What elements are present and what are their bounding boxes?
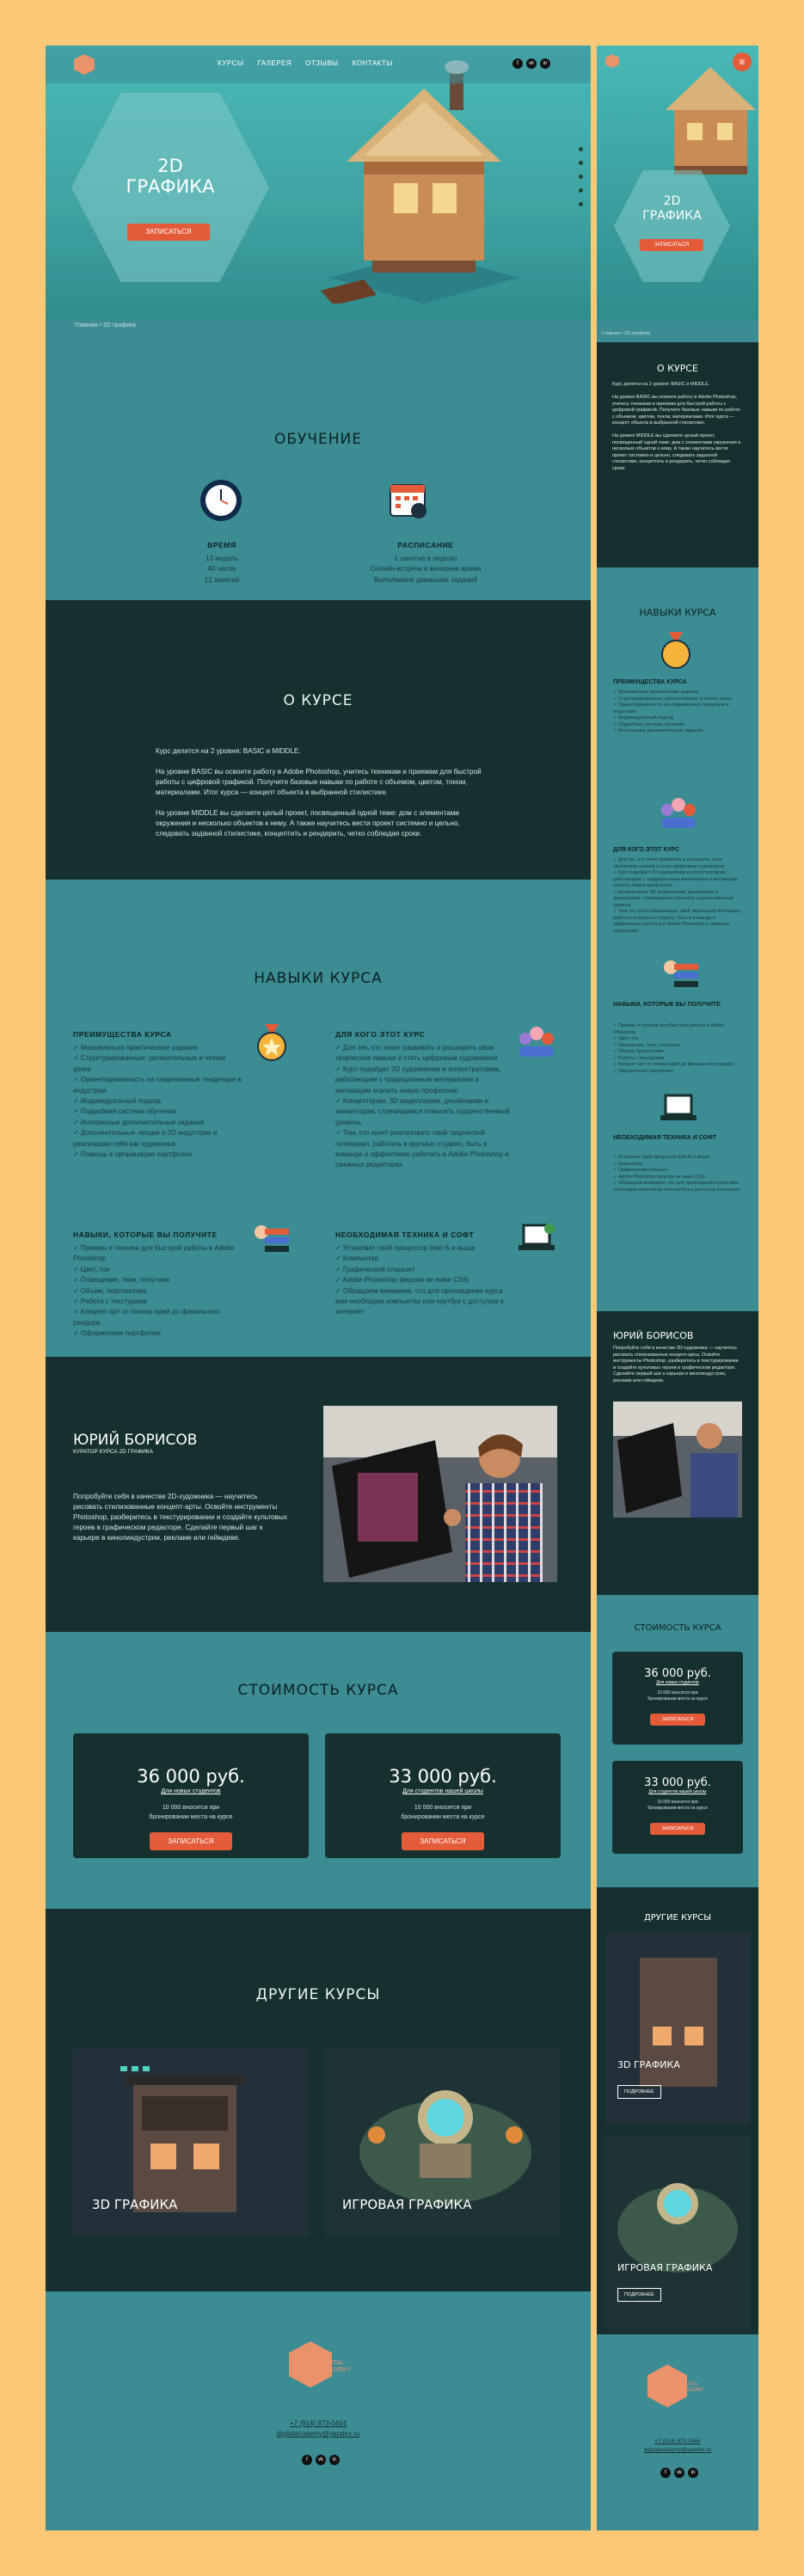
- medal-icon: [255, 1024, 289, 1062]
- gain-item: ✓ Приемы и техники для быстрой работы в Adobe Photoshop: [73, 1244, 235, 1263]
- gain-item: ✓ Объем, перспектива: [73, 1286, 147, 1295]
- crumb-current: 2D графика: [103, 322, 137, 328]
- mobile-breadcrumb: [602, 331, 650, 336]
- crumb-sep: •: [99, 322, 102, 328]
- gain-item: ✓ Концепт-арт от поиска идей до финального рендера: [73, 1308, 220, 1327]
- mobile-crumb-current: 2D графика: [623, 331, 650, 336]
- mobile-teacher-photo: [613, 1401, 742, 1518]
- laptop-icon: [517, 1222, 558, 1256]
- audience-list: [335, 1043, 516, 1171]
- mobile-pricing-section: [597, 1595, 758, 1887]
- footer-email[interactable]: digitalacademy@yandex.ru: [276, 2430, 360, 2438]
- other-title: ДРУГИЕ КУРСЫ: [255, 1986, 381, 2003]
- price-new: 36 000 руб.: [137, 1766, 245, 1787]
- price-new-signup-button[interactable]: ЗАПИСАТЬСЯ: [150, 1832, 232, 1850]
- vk-icon[interactable]: vk: [526, 58, 537, 69]
- facebook-icon[interactable]: f: [512, 58, 523, 69]
- mobile-teacher-section: [597, 1311, 758, 1595]
- adv-item: ✓ Индивидуальный подход: [73, 1097, 161, 1106]
- mobile-people-icon: [659, 795, 698, 830]
- mobile-tech-title: НЕОБХОДИМАЯ ТЕХНИКА И СОФТ: [613, 1135, 717, 1141]
- house-illustration: [312, 54, 527, 304]
- price-card-new: [73, 1733, 309, 1858]
- footer-phone[interactable]: +7 (914) 873-0464: [289, 2420, 347, 2427]
- crumb-home[interactable]: Главная: [75, 322, 98, 328]
- adv-item: ✓ Структурированные, увлекательные и четкие уроки: [73, 1054, 226, 1073]
- mobile-footer-instagram-icon[interactable]: in: [688, 2468, 698, 2478]
- mobile-laptop-icon: [659, 1092, 700, 1126]
- price-school-note2: бронировании места на курсе: [401, 1814, 485, 1820]
- tech-item: ✓ Компьютер: [335, 1254, 379, 1263]
- mobile-price-new: 36 000 руб.: [644, 1667, 711, 1680]
- course-card-game[interactable]: [325, 2049, 561, 2236]
- footer: [46, 2291, 591, 2530]
- mobile-price-new-who: Для новых студентов: [656, 1680, 699, 1685]
- mobile-course-card-3d[interactable]: [605, 1932, 750, 2125]
- mobile-skills-section: [597, 567, 758, 1341]
- skills-section: [46, 880, 591, 1357]
- people-icon: [517, 1024, 556, 1058]
- teacher-bio: Попробуйте себя в качестве 2D-художника — научитесь рисовать стилизованные концепт-арты. Освойте инструменты Photoshop, разберитесь в текстурировании и создайте культовых героев в графическом редакторе. Сделайте первый шаг к карьере в кинолиндустрии, рекламе или геймдеве.: [73, 1493, 287, 1542]
- mobile-who-item: ✓ Концептерам, 3D моделлерам, дизайнерам и аниматорам, стремящимся повысить художественный уровень: [613, 889, 733, 908]
- logo-icon[interactable]: [74, 54, 95, 75]
- adv-item: ✓ Помощь в организации портфолио: [73, 1150, 193, 1159]
- advantages-title: ПРЕИМУЩЕСТВА КУРСА: [73, 1030, 172, 1039]
- mobile-price-card-school: [612, 1761, 743, 1854]
- price-new-note1: 10 000 вносится при: [162, 1805, 220, 1811]
- mobile-adv-item: ✓ Максимально практические задания: [613, 690, 699, 695]
- course-game-label: ИГРОВАЯ ГРАФИКА: [342, 2197, 472, 2212]
- tech-list: [335, 1243, 516, 1318]
- tech-item: ✓ Графический планшет: [335, 1265, 415, 1273]
- hero-title-1: 2D: [157, 156, 183, 176]
- about-p2: На уровне BASIC вы освоите работу в Adobe Photoshop, учитесь техникам и приемам для быстрой работы с цифровой графикой. Получите базовые навыки по работе с объемом, цветом, тоном, материалами. Итог курса — концепт объекта в выбранной стилистике.: [156, 768, 482, 796]
- mobile-skills-title: НАВЫКИ КУРСА: [639, 607, 716, 618]
- stack-icon: [249, 1224, 291, 1258]
- skills-title: НАВЫКИ КУРСА: [254, 970, 383, 987]
- mobile-adv-item: ✓ Структурированные, увлекательные и четкие уроки: [613, 696, 732, 702]
- mobile-footer-email[interactable]: digitalacademy@yandex.ru: [643, 2447, 712, 2453]
- course-3d-label: 3D ГРАФИКА: [92, 2197, 178, 2212]
- calendar-icon: [388, 480, 429, 521]
- mobile-other-section: [597, 1887, 758, 2334]
- footer-facebook-icon[interactable]: f: [302, 2455, 312, 2465]
- mobile-about-p1: Курс делится на 2 уровня: BASIC и MIDDLE.: [612, 382, 710, 387]
- mobile-stack-icon: [659, 959, 700, 993]
- nav-reviews[interactable]: ОТЗЫВЫ: [305, 59, 339, 67]
- mobile-adv-title: ПРЕИМУЩЕСТВА КУРСА: [613, 679, 687, 685]
- nav-contacts[interactable]: КОНТАКТЫ: [352, 59, 393, 67]
- adv-item: ✓ Ориентированность на современные тенденции в индустрии: [73, 1076, 242, 1095]
- gain-item: ✓ Работа с текстурами: [73, 1297, 147, 1306]
- instagram-icon[interactable]: in: [540, 58, 550, 69]
- mobile-course-3d-more-button[interactable]: ПОДРОБНЕЕ: [617, 2085, 661, 2099]
- mobile-who-list: [613, 857, 742, 943]
- pricing-title: СТОИМОСТЬ КУРСА: [237, 1682, 399, 1699]
- clock-icon: [199, 478, 243, 523]
- mobile-teacher-name: ЮРИЙ БОРИСОВ: [613, 1330, 694, 1341]
- price-school-note1: 10 000 вносится при: [414, 1805, 472, 1811]
- mobile-price-school-note1: 10 000 вносится при: [657, 1800, 698, 1805]
- mobile-course-3d-label: 3D ГРАФИКА: [617, 2059, 680, 2070]
- nav-gallery[interactable]: ГАЛЕРЕЯ: [257, 59, 292, 67]
- mobile-pricing-title: СТОИМОСТЬ КУРСА: [634, 1623, 721, 1633]
- mobile-about-p3: На уровне MIDDLE вы сделаете целый проект, посвященный одной теме: дом с элементами окружения и несколько объектов к нему. А также научитесь вести проект системно и цельно, следовать заданной стилистике, концептить и рендерить, четко соблюдая сроки.: [612, 433, 741, 471]
- menu-icon[interactable]: ≡: [733, 52, 752, 71]
- who-item: ✓ Тем, кто хочет реализовать свой творческий потенциал, работать в крупных студиях, быть в команде и эффективно работать в Adobe Photoshop и смежных редакторах: [335, 1129, 509, 1169]
- advantages-list: [73, 1043, 245, 1160]
- tech-title: НЕОБХОДИМАЯ ТЕХНИКА И СОФТ: [335, 1230, 475, 1239]
- hero-signup-button[interactable]: ЗАПИСАТЬСЯ: [127, 224, 210, 241]
- mobile-footer-phone[interactable]: +7 (914) 873-0464: [654, 2438, 701, 2444]
- mobile-who-item: ✓ Тем, кто хочет реализовать свой творческий потенциал, работать в крупных студиях, быть в команде и эффективно работать в Adobe Photoshop и смежных редакторах: [613, 909, 742, 934]
- mobile-adv-item: ✓ Подробная система обучения: [613, 721, 684, 727]
- teacher-photo: [323, 1406, 557, 1582]
- top-nav: [46, 46, 591, 83]
- footer-instagram-icon[interactable]: in: [329, 2455, 340, 2465]
- footer-brand-2: ACADEMY: [321, 2367, 351, 2373]
- nav-courses[interactable]: КУРСЫ: [218, 59, 244, 67]
- price-new-note2: бронировании места на курсе: [149, 1814, 233, 1820]
- mobile-course-game-more-button[interactable]: ПОДРОБНЕЕ: [617, 2288, 661, 2302]
- mobile-price-school-who: Для студентов нашей школы: [648, 1789, 707, 1794]
- mobile-who-item: ✓ Курс подойдет 2D художникам и иллюстраторам, работающим с традиционным материалом и желающим освоить новую профессию: [613, 870, 738, 888]
- mobile-tech-item: ✓ Установят свой процессор Intel i5 и выше: [613, 1155, 709, 1160]
- mobile-other-title: ДРУГИЕ КУРСЫ: [643, 1913, 712, 1923]
- other-courses-section: [46, 1909, 591, 2291]
- mobile-price-new-note1: 10 000 вносится при: [657, 1690, 698, 1696]
- mobile-price-new-signup-button[interactable]: ЗАПИСАТЬСЯ: [650, 1714, 705, 1726]
- footer-vk-icon[interactable]: vk: [316, 2455, 326, 2465]
- mobile-logo-icon[interactable]: [605, 54, 619, 68]
- time-line-1: 12 недель: [206, 555, 238, 562]
- mobile-footer-brand-2: ACADEMY: [678, 2388, 704, 2393]
- teacher-name: ЮРИЙ БОРИСОВ: [73, 1432, 198, 1449]
- mobile-gain-item: ✓ Оформление портфолио: [613, 1068, 674, 1074]
- adv-item: ✓ Подробная система обучения: [73, 1107, 176, 1116]
- gain-item: ✓ Цвет, тон: [73, 1265, 110, 1273]
- mobile-page: [597, 46, 758, 2530]
- course-card-3d[interactable]: [73, 2049, 309, 2236]
- mobile-gain-item: ✓ Работа с текстурами: [613, 1055, 665, 1061]
- mobile-gain-item: ✓ Объем, перспектива: [613, 1049, 664, 1054]
- hero-title-2: ГРАФИКА: [126, 176, 215, 197]
- mobile-who-item: ✓ Для тех, кто хочет развивать и расширять свои творческие навыки и стать цифровым художником: [613, 857, 725, 869]
- mobile-medal-icon: [659, 632, 693, 670]
- mobile-about-title: О КУРСЕ: [657, 363, 698, 374]
- time-line-2: 40 часов: [207, 565, 236, 573]
- mobile-hero-title-2: ГРАФИКА: [642, 209, 702, 223]
- mobile-crumb-home[interactable]: Главная: [602, 331, 620, 336]
- mobile-gain-item: ✓ Цвет, тон: [613, 1036, 639, 1041]
- sched-line-1: 1 занятие в неделю: [394, 555, 457, 562]
- teacher-section: [46, 1357, 591, 1632]
- mobile-price-school-signup-button[interactable]: ЗАПИСАТЬСЯ: [650, 1823, 705, 1835]
- mobile-price-card-new: [612, 1652, 743, 1745]
- mobile-gain-item: ✓ Концепт-арт от поиска идей до финального рендера: [613, 1062, 734, 1067]
- pricing-section: [46, 1632, 591, 1909]
- who-item: ✓ Курс подойдет 2D художникам и иллюстраторам, работающим с традиционным материалом и желающим освоить новую профессию: [335, 1064, 500, 1095]
- mobile-adv-list: [613, 690, 742, 735]
- who-item: ✓ Концептерам, 3D моделлерам, дизайнерам и аниматорам, стремящимся повысить художественный уровень: [335, 1097, 510, 1126]
- mobile-who-title: ДЛЯ КОГО ЭТОТ КУРС: [613, 847, 679, 853]
- mobile-hero-title-1: 2D: [663, 194, 681, 208]
- mobile-hero: [597, 46, 758, 321]
- mobile-about-p2: На уровне BASIC вы освоите работу в Adobe Photoshop, учитесь техникам и приемам для быстрой работы с цифровой графикой. Получите базовые навыки по работе с объемом, цветом, тоном, материалами. Итог курса — концепт объекта в выбранной стилистике.: [612, 395, 740, 426]
- price-card-school: [325, 1733, 561, 1858]
- mobile-footer: [597, 2334, 758, 2530]
- training-section: [46, 351, 591, 600]
- mobile-footer-social: [660, 2468, 698, 2478]
- adv-item: ✓ Максимально практические задания: [73, 1044, 198, 1052]
- mobile-hero-signup-button[interactable]: ЗАПИСАТЬСЯ: [640, 239, 703, 251]
- gain-list: [73, 1243, 245, 1340]
- mobile-footer-vk-icon[interactable]: vk: [674, 2468, 684, 2478]
- mobile-tech-item: ✓ Adobe Photoshop (версии не ниже CS6): [613, 1174, 705, 1180]
- footer-brand-1: DIGITAL: [321, 2360, 344, 2366]
- price-school-signup-button[interactable]: ЗАПИСАТЬСЯ: [402, 1832, 484, 1850]
- mobile-price-school-note2: бронировании места на курсе: [647, 1806, 708, 1811]
- mobile-gain-title: НАВЫКИ, КОТОРЫЕ ВЫ ПОЛУЧИТЕ: [613, 1002, 721, 1008]
- mobile-adv-item: ✓ Ориентированность на современные тенденции в индустрии: [613, 702, 729, 715]
- mobile-course-game-label: ИГРОВАЯ ГРАФИКА: [617, 2262, 713, 2273]
- nav-links: [218, 59, 393, 67]
- gain-title: НАВЫКИ, КОТОРЫЕ ВЫ ПОЛУЧИТЕ: [73, 1230, 218, 1239]
- mobile-tech-item: ✓ Компьютер: [613, 1161, 643, 1167]
- who-item: ✓ Для тех, кто хочет развивать и расширять свои творческие навыки и стать цифровым художником: [335, 1044, 498, 1063]
- mobile-price-school: 33 000 руб.: [644, 1776, 711, 1789]
- mobile-price-new-note2: бронировании места на курсе: [647, 1696, 708, 1702]
- mobile-footer-facebook-icon[interactable]: f: [660, 2468, 671, 2478]
- schedule-title: РАСПИСАНИЕ: [397, 541, 454, 549]
- breadcrumb: [75, 322, 136, 328]
- footer-social: [302, 2455, 340, 2465]
- mobile-adv-item: ✓ Интересные дополнительные задания: [613, 728, 703, 733]
- desktop-page: [46, 46, 591, 2530]
- mobile-about-section: [597, 342, 758, 567]
- gain-item: ✓ Освещение, тени, полутени: [73, 1276, 170, 1285]
- about-title: О КУРСЕ: [283, 692, 353, 709]
- sched-line-3: Выполнение домашних заданий: [374, 575, 477, 584]
- tech-item: ✓ Обращаем внимание, что для прохождения курса вам необходим компьютер или ноутбук с доступом в интернет: [335, 1286, 504, 1316]
- mobile-course-card-game[interactable]: [605, 2135, 750, 2328]
- mobile-gain-item: ✓ Приемы и техники для быстрой работы в Adobe Photoshop: [613, 1023, 724, 1035]
- price-school: 33 000 руб.: [389, 1766, 497, 1787]
- teacher-role: КУРАТОР КУРСА 2D ГРАФИКА: [73, 1449, 153, 1455]
- audience-title: ДЛЯ КОГО ЭТОТ КУРС: [335, 1030, 426, 1039]
- time-line-3: 12 занятий: [204, 575, 240, 584]
- mobile-tech-list: [613, 1155, 742, 1193]
- social-links: [512, 58, 550, 69]
- gain-item: ✓ Оформление портфолио: [73, 1329, 161, 1338]
- about-p1: Курс делится на 2 уровня: BASIC и MIDDLE.: [156, 747, 301, 755]
- tech-item: ✓ Adobe Photoshop (версии не ниже CS6): [335, 1276, 470, 1285]
- mobile-tech-item: ✓ Обращаем внимание, что для прохождения курса вам необходим компьютер или ноутбук с доступом в интернет: [613, 1181, 741, 1193]
- mobile-tech-item: ✓ Графический планшет: [613, 1168, 668, 1173]
- price-new-who: Для новых студентов: [161, 1788, 221, 1794]
- about-section: [46, 600, 591, 880]
- training-title: ОБУЧЕНИЕ: [273, 431, 363, 448]
- slider-dots[interactable]: [579, 147, 583, 216]
- mobile-crumb-sep: •: [621, 331, 623, 336]
- about-p3: На уровне MIDDLE вы сделаете целый проект, посвященный одной теме: дом с элементами окружения и несколько объектов к нему. А также научитесь вести проект системно и цельно, следовать заданной стилистике, концептить и рендерить, четко соблюдая сроки.: [156, 809, 460, 837]
- tech-item: ✓ Установят свой процессор Intel i5 и выше: [335, 1244, 476, 1252]
- price-school-who: Для студентов нашей школы: [402, 1788, 483, 1794]
- sched-line-2: Онлайн-встречи в вечернее время: [370, 565, 482, 573]
- adv-item: ✓ Дополнительные лекции о 2D индустрии и реализации себя как художника: [73, 1129, 218, 1148]
- adv-item: ✓ Интересные дополнительные задания: [73, 1118, 205, 1126]
- hero-banner: [46, 46, 591, 319]
- mobile-adv-item: ✓ Индивидуальный подход: [613, 715, 673, 721]
- mobile-gain-item: ✓ Освещение, тени, полутени: [613, 1042, 680, 1048]
- mobile-gain-list: [613, 1023, 742, 1075]
- mobile-footer-brand-1: DIGITAL: [678, 2382, 698, 2387]
- time-title: ВРЕМЯ: [207, 541, 236, 549]
- mobile-teacher-bio: Попробуйте себя в качестве 2D-художника — научитесь рисовать стилизованные концепт-арты. Освойте инструменты Photoshop, разберитесь в текстурировании и создайте культовых героев в графическом редакторе. Сделайте первый шаг к карьере в кинолиндустрии, рекламе или геймдеве.: [613, 1346, 739, 1383]
